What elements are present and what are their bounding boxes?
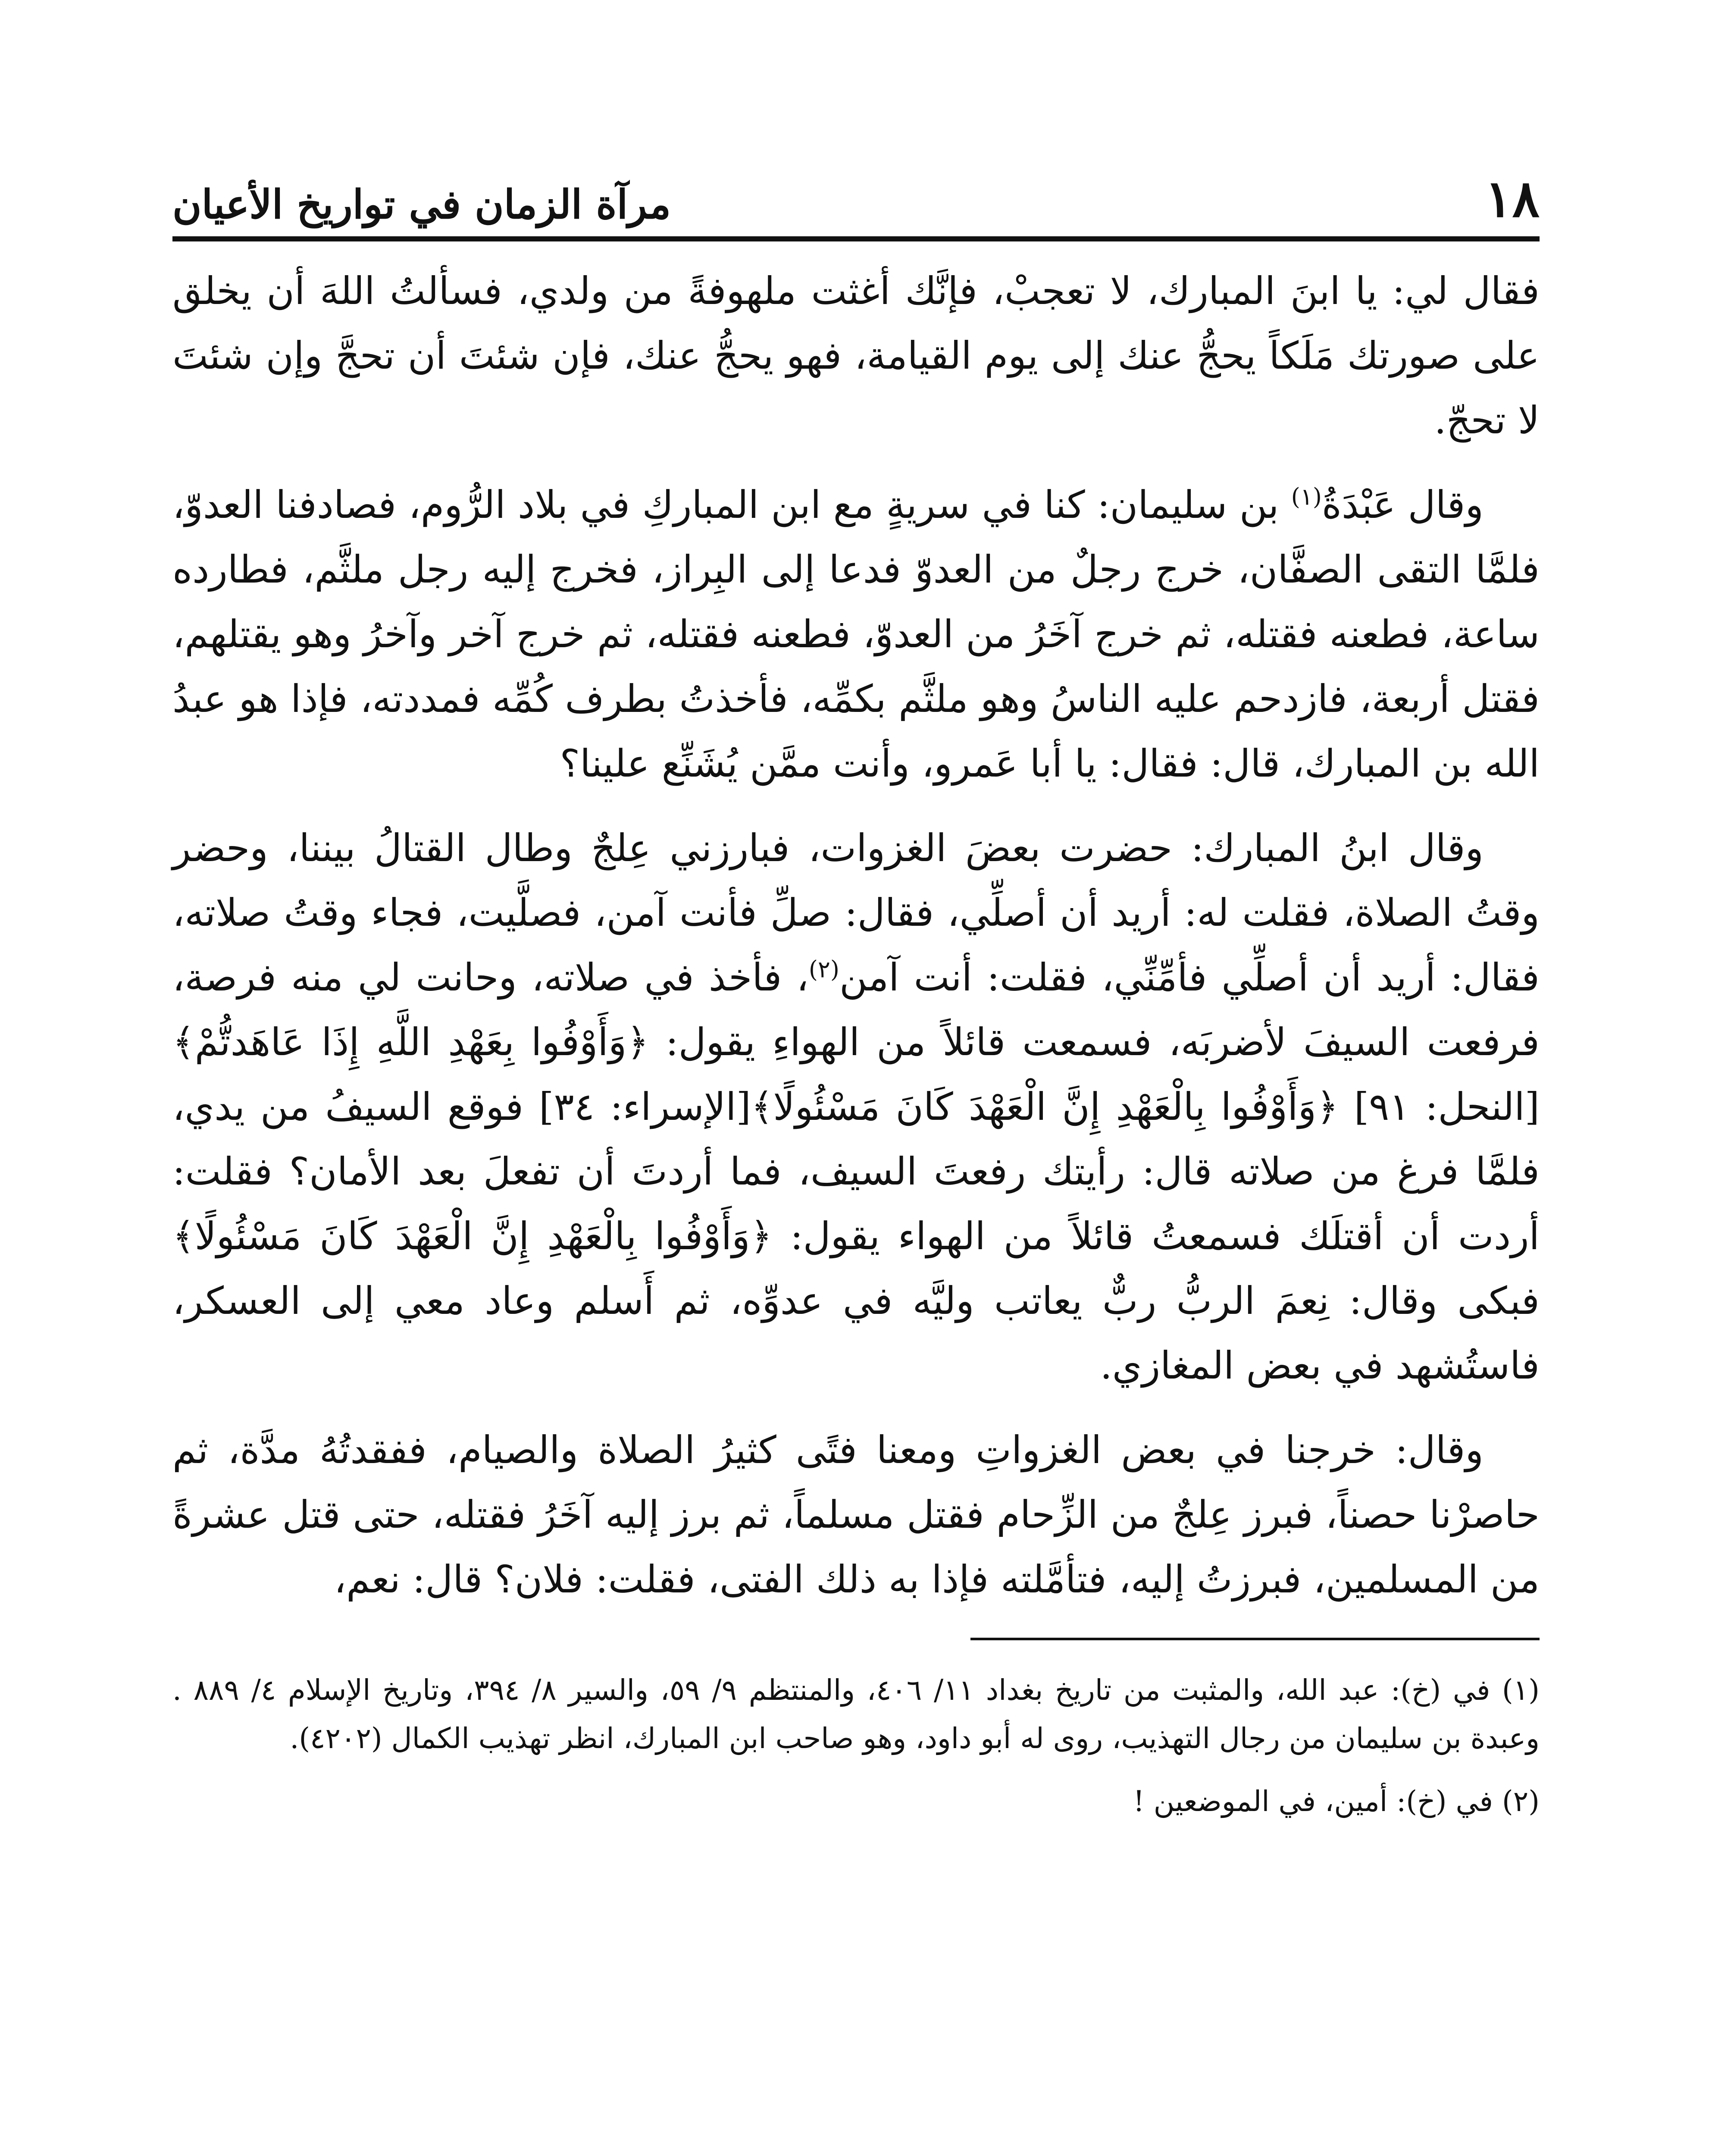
running-title: مرآة الزمان في تواريخ الأعيان	[172, 181, 671, 228]
paragraph-3	[172, 816, 1540, 1398]
page-number: ١٨	[1485, 169, 1540, 229]
paragraph-2-start: وقال عَبْدَةُ	[1321, 483, 1484, 527]
paragraph-1: فقال لي: يا ابنَ المبارك، لا تعجبْ، فإنَّك أغثت ملهوفةً من ولدي، فسألتُ اللهَ أن يخلق على صورتك مَلَكاً يحجُّ عنك إلى يوم القيامة، فهو يحجُّ عنك، فإن شئتَ أن تحجَّ وإن شئتَ لا تحجّ.	[172, 269, 1540, 442]
paragraph-2-rest: بن سليمان: كنا في سريةٍ مع ابن المباركِ في بلاد الرُّوم، فصادفنا العدوّ، فلمَّا التقى الصفَّان، خرج رجلٌ من العدوّ فدعا إلى البِراز، فخرج إليه رجل ملثَّم، فطارده ساعة، فطعنه فقتله، ثم خرج آخَرُ من العدوّ، فطعنه فقتله، ثم خرج آخر وآخرُ وهو يقتلهم، فقتل أربعة، فازدحم عليه الناسُ وهو ملثَّم بكمِّه، فأخذتُ بطرف كُمِّه فمددته، فإذا هو عبدُ الله بن المبارك، قال: فقال: يا أبا عَمرو، وأنت ممَّن يُشَنِّع علينا؟	[172, 483, 1540, 786]
footnote-1: (١) في (خ): عبد الله، والمثبت من تاريخ بغداد ١١/ ٤٠٦، والمنتظم ٩/ ٥٩، والسير ٨/ ٣٩٤، وتاريخ الإسلام ٤/ ٨٨٩ . وعبدة بن سليمان من رجال التهذيب، روى له أبو داود، وهو صاحب ابن المبارك، انظر تهذيب الكمال (٤٢٠٢).	[172, 1673, 1540, 1755]
paragraph-3-part-d: [الإسراء: ٣٤] فوقع السيفُ من يدي، فلمَّا فرغ من صلاته قال: رأيتك رفعتَ السيف، فما أردتَ أن تفعلَ بعد الأمان؟ فقلت: أردت أن أقتلَك فسمعتُ قائلاً من الهواء يقول:	[172, 1084, 1540, 1258]
verse-citation-1: [النحل: ٩١]	[1338, 1084, 1540, 1129]
footnotes	[172, 1666, 1540, 1826]
quran-verse-3: ﴿وَأَوْفُوا بِالْعَهْدِ إِنَّ الْعَهْدَ كَانَ مَسْئُولًا﴾	[172, 1214, 773, 1258]
paragraph-4: وقال: خرجنا في بعض الغزواتِ ومعنا فتًى كثيرُ الصلاة والصيام، ففقدتُهُ مدَّة، ثم حاصرْنا حصناً، فبرز عِلجٌ من الزِّحام فقتل مسلماً، ثم برز إليه آخَرُ فقتله، حتى قتل عشرةً من المسلمين، فبرزتُ إليه، فتأمَّلته فإذا به ذلك الفتى، فقلت: فلان؟ قال: نعم،	[172, 1428, 1540, 1601]
quran-verse-2: ﴿وَأَوْفُوا بِالْعَهْدِ إِنَّ الْعَهْدَ كَانَ مَسْئُولًا﴾	[751, 1084, 1339, 1129]
footnote-separator	[970, 1638, 1540, 1640]
paragraph-2	[172, 473, 1540, 796]
paragraph-3-part-b: ، فأخذ في صلاته، وحانت لي منه فرصة، فرفعت السيفَ لأضربَه، فسمعت قائلاً من الهواءِ يقول:	[172, 955, 1540, 1064]
page-header	[172, 129, 1540, 241]
paragraph-3-part-a: وقال ابنُ المبارك: حضرت بعضَ الغزوات، فبارزني عِلجٌ وطال القتالُ بيننا، وحضر وقتُ الصلاة، فقلت له: أريد أن أصلِّي، فقال: صلِّ فأنت آمن، فصلَّيت، فجاء وقتُ صلاته، فقال: أريد أن أصلِّي فأمِّنِّي، فقلت: أنت آمن	[172, 826, 1540, 1000]
footnote-ref-2: (٢)	[808, 956, 839, 983]
main-text	[172, 259, 1540, 1612]
header-rule	[172, 236, 1540, 241]
footnote-2: (٢) في (خ): أمين، في الموضعين !	[1133, 1785, 1540, 1818]
quran-verse-1: ﴿وَأَوْفُوا بِعَهْدِ اللَّهِ إِذَا عَاهَدتُّمْ﴾	[172, 1020, 649, 1064]
footnote-ref-1: (١)	[1291, 483, 1322, 511]
paragraph-3-part-e: فبكى وقال: نِعمَ الربُّ ربٌّ يعاتب وليَّه في عدوِّه، ثم أَسلم وعاد معي إلى العسكر، فاستُشهد في بعض المغازي.	[172, 1279, 1540, 1388]
